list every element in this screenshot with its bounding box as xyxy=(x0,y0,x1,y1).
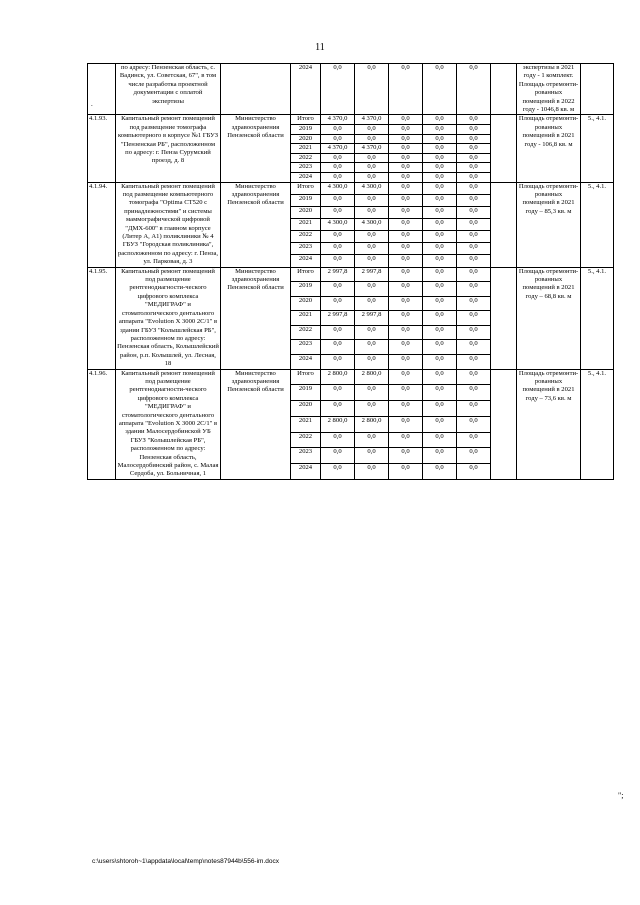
value-other: 0,0 xyxy=(457,267,491,282)
year-cell: 2020 xyxy=(291,296,321,311)
value-local: 0,0 xyxy=(423,173,457,183)
year-cell: Итого xyxy=(291,369,321,385)
value-total: 0,0 xyxy=(321,206,355,218)
ref: 5., 4.1. xyxy=(581,115,614,182)
value-federal: 0,0 xyxy=(389,296,423,311)
value-other: 0,0 xyxy=(457,432,491,448)
value-local: 0,0 xyxy=(423,448,457,464)
closing-quote: "; xyxy=(618,791,624,800)
value-federal: 0,0 xyxy=(389,385,423,401)
year-cell: 2024 xyxy=(291,255,321,267)
year-cell: 2024 xyxy=(291,354,321,369)
value-regional: 0,0 xyxy=(355,173,389,183)
value-total: 0,0 xyxy=(321,173,355,183)
value-other: 0,0 xyxy=(457,64,491,115)
year-cell: 2019 xyxy=(291,194,321,206)
value-federal: 0,0 xyxy=(389,255,423,267)
value-total: 0,0 xyxy=(321,125,355,135)
value-other: 0,0 xyxy=(457,282,491,297)
value-regional: 0,0 xyxy=(355,296,389,311)
value-total: 0,0 xyxy=(321,243,355,255)
indicator: Площадь отремонти-рованных помещений в 2021 году - 106,8 кв. м xyxy=(517,115,581,182)
value-federal: 0,0 xyxy=(389,115,423,125)
ref: 5., 4.1. xyxy=(581,369,614,479)
ref xyxy=(581,64,614,115)
value-other: 0,0 xyxy=(457,464,491,480)
value-federal: 0,0 xyxy=(389,448,423,464)
value-regional: 4 300,0 xyxy=(355,182,389,194)
value-other: 0,0 xyxy=(457,194,491,206)
year-cell: 2022 xyxy=(291,432,321,448)
value-other: 0,0 xyxy=(457,416,491,432)
table-row xyxy=(88,369,614,385)
value-total: 0,0 xyxy=(321,385,355,401)
value-local: 0,0 xyxy=(423,311,457,326)
value-local: 0,0 xyxy=(423,369,457,385)
value-regional: 2 997,8 xyxy=(355,311,389,326)
year-cell: 2022 xyxy=(291,231,321,243)
footer-file-path: c:\users\shtoroh~1\appdata\local\temp\notes87944b\556-im.docx xyxy=(92,858,279,865)
value-regional: 0,0 xyxy=(355,282,389,297)
value-federal: 0,0 xyxy=(389,432,423,448)
value-total: 0,0 xyxy=(321,194,355,206)
value-local: 0,0 xyxy=(423,182,457,194)
value-other: 0,0 xyxy=(457,134,491,144)
row-code: 4.1.96. xyxy=(88,369,116,479)
table-row xyxy=(88,182,614,194)
page-number: 11 xyxy=(315,42,325,53)
value-federal: 0,0 xyxy=(389,311,423,326)
year-cell: 2021 xyxy=(291,144,321,154)
value-regional: 4 300,0 xyxy=(355,219,389,231)
value-federal: 0,0 xyxy=(389,125,423,135)
value-other: 0,0 xyxy=(457,311,491,326)
value-regional: 0,0 xyxy=(355,255,389,267)
value-regional: 0,0 xyxy=(355,432,389,448)
value-regional: 0,0 xyxy=(355,125,389,135)
value-federal: 0,0 xyxy=(389,182,423,194)
value-total: 0,0 xyxy=(321,282,355,297)
value-regional: 2 997,8 xyxy=(355,267,389,282)
value-local: 0,0 xyxy=(423,296,457,311)
value-local: 0,0 xyxy=(423,354,457,369)
executor: Министерство здравоохранения Пензенской области xyxy=(221,182,291,267)
year-cell: 2023 xyxy=(291,243,321,255)
year-cell: 2019 xyxy=(291,385,321,401)
value-federal: 0,0 xyxy=(389,194,423,206)
value-total: 4 300,0 xyxy=(321,219,355,231)
spacer-cell xyxy=(491,115,517,182)
value-local: 0,0 xyxy=(423,464,457,480)
value-regional: 0,0 xyxy=(355,194,389,206)
value-total: 0,0 xyxy=(321,296,355,311)
value-total: 0,0 xyxy=(321,153,355,163)
executor: Министерство здравоохранения Пензенской области xyxy=(221,267,291,369)
year-cell: 2021 xyxy=(291,219,321,231)
value-other: 0,0 xyxy=(457,153,491,163)
value-other: 0,0 xyxy=(457,182,491,194)
value-federal: 0,0 xyxy=(389,369,423,385)
value-local: 0,0 xyxy=(423,194,457,206)
value-regional: 0,0 xyxy=(355,340,389,355)
value-federal: 0,0 xyxy=(389,401,423,417)
value-other: 0,0 xyxy=(457,354,491,369)
value-other: 0,0 xyxy=(457,206,491,218)
value-other: 0,0 xyxy=(457,231,491,243)
value-local: 0,0 xyxy=(423,219,457,231)
value-federal: 0,0 xyxy=(389,206,423,218)
value-total: 0,0 xyxy=(321,464,355,480)
value-regional: 0,0 xyxy=(355,134,389,144)
value-regional: 0,0 xyxy=(355,448,389,464)
value-local: 0,0 xyxy=(423,282,457,297)
object-description: Капитальный ремонт помещений под размещение рентгенодиагности-ческого цифрового комплекса "МЕДИГРАФ" и стоматологического дентального аппарата "Evolution X 3000 2C/1" в здании ГБУЗ "Колышлейская РБ", расположенном по адресу: Пензенская область, Колышлейский район, р.п. Колышлей, ул. Лесная, 18 xyxy=(117,267,219,368)
row-code: 4.1.94. xyxy=(88,182,116,267)
value-federal: 0,0 xyxy=(389,64,423,115)
indicator: экспертизы в 2021 году - 1 комплект. Площадь отремонти-рованных помещений в 2022 году - 1046,8 кв. м xyxy=(517,64,581,115)
program-table xyxy=(87,63,614,480)
value-regional: 0,0 xyxy=(355,354,389,369)
value-regional: 4 370,0 xyxy=(355,115,389,125)
value-other: 0,0 xyxy=(457,448,491,464)
year-cell: 2019 xyxy=(291,282,321,297)
value-regional: 0,0 xyxy=(355,243,389,255)
value-regional: 0,0 xyxy=(355,206,389,218)
year-cell: 2023 xyxy=(291,448,321,464)
value-local: 0,0 xyxy=(423,115,457,125)
value-total: 2 997,8 xyxy=(321,311,355,326)
value-total: 0,0 xyxy=(321,231,355,243)
object-description: Капитальный ремонт помещений под размещение томографа компьютерного в корпусе №1 ГБУЗ "Пензенская РБ", расположенном по адресу: г. Пенза Сурумский проезд, д. 8 xyxy=(116,115,221,182)
value-regional: 0,0 xyxy=(355,163,389,173)
value-other: 0,0 xyxy=(457,173,491,183)
value-other: 0,0 xyxy=(457,255,491,267)
value-other: 0,0 xyxy=(457,125,491,135)
value-other: 0,0 xyxy=(457,296,491,311)
value-regional: 0,0 xyxy=(355,385,389,401)
value-total: 2 800,0 xyxy=(321,416,355,432)
value-regional: 4 370,0 xyxy=(355,144,389,154)
value-other: 0,0 xyxy=(457,144,491,154)
value-total: 0,0 xyxy=(321,432,355,448)
value-federal: 0,0 xyxy=(389,134,423,144)
value-federal: 0,0 xyxy=(389,267,423,282)
table-row xyxy=(88,267,614,282)
value-total: 2 800,0 xyxy=(321,369,355,385)
value-local: 0,0 xyxy=(423,206,457,218)
value-federal: 0,0 xyxy=(389,144,423,154)
value-other: 0,0 xyxy=(457,163,491,173)
value-other: 0,0 xyxy=(457,243,491,255)
value-other: 0,0 xyxy=(457,325,491,340)
value-regional: 0,0 xyxy=(355,325,389,340)
value-local: 0,0 xyxy=(423,153,457,163)
value-total: 0,0 xyxy=(321,163,355,173)
value-total: 2 997,8 xyxy=(321,267,355,282)
value-federal: 0,0 xyxy=(389,219,423,231)
value-local: 0,0 xyxy=(423,385,457,401)
table-body xyxy=(88,64,614,480)
value-federal: 0,0 xyxy=(389,282,423,297)
value-regional: 0,0 xyxy=(355,64,389,115)
value-federal: 0,0 xyxy=(389,163,423,173)
value-total: 0,0 xyxy=(321,325,355,340)
indicator: Площадь отремонти-рованных помещений в 2021 году – 73,6 кв. м xyxy=(517,369,581,479)
value-federal: 0,0 xyxy=(389,243,423,255)
year-cell: 2019 xyxy=(291,125,321,135)
table-row xyxy=(88,115,614,125)
value-local: 0,0 xyxy=(423,416,457,432)
row-code: 4.1.93. xyxy=(88,115,116,182)
value-local: 0,0 xyxy=(423,432,457,448)
value-federal: 0,0 xyxy=(389,153,423,163)
value-other: 0,0 xyxy=(457,369,491,385)
value-local: 0,0 xyxy=(423,144,457,154)
year-cell: 2020 xyxy=(291,401,321,417)
value-federal: 0,0 xyxy=(389,173,423,183)
indicator: Площадь отремонти-рованных помещений в 2021 году – 68,8 кв. м xyxy=(517,267,581,369)
value-federal: 0,0 xyxy=(389,354,423,369)
executor: Министерство здравоохранения Пензенской области xyxy=(221,369,291,479)
value-other: 0,0 xyxy=(457,219,491,231)
value-local: 0,0 xyxy=(423,134,457,144)
value-regional: 0,0 xyxy=(355,401,389,417)
value-local: 0,0 xyxy=(423,163,457,173)
year-cell: 2022 xyxy=(291,153,321,163)
year-cell: 2023 xyxy=(291,340,321,355)
value-local: 0,0 xyxy=(423,267,457,282)
year-cell: 2024 xyxy=(291,173,321,183)
continuation-row xyxy=(88,64,614,115)
value-total: 0,0 xyxy=(321,401,355,417)
year-cell: 2020 xyxy=(291,134,321,144)
spacer-cell xyxy=(491,64,517,115)
object-description: Капитальный ремонт помещений под размещение компьютерного томографа "Optima CT520 с принадлежностями" и системы маммографической цифровой "ДМХ-600" в главном корпусе (Литер А, А1) поликлиники № 4 ГБУЗ "Городская поликлиника", расположенном по адресу: г. Пенза, ул. Парковая, д. 3 xyxy=(116,182,221,267)
year-cell: Итого xyxy=(291,267,321,282)
value-local: 0,0 xyxy=(423,255,457,267)
value-local: 0,0 xyxy=(423,325,457,340)
value-federal: 0,0 xyxy=(389,325,423,340)
object-description: Капитальный ремонт помещений под размещение рентгенодиагности-ческого цифрового комплекса "МЕДИГРАФ" и стоматологического дентального аппарата "Evolution X 3000 2C/1" в здании Малосердобинской УБ ГБУЗ "Колышлейская РБ", расположенном по адресу: Пензенская область, Малосердобинский район, с. Малая Сердоба, ул. Больничная, 1 xyxy=(116,369,221,479)
value-total: 0,0 xyxy=(321,340,355,355)
value-total: 0,0 xyxy=(321,64,355,115)
value-total: 0,0 xyxy=(321,354,355,369)
value-local: 0,0 xyxy=(423,243,457,255)
value-other: 0,0 xyxy=(457,340,491,355)
ref: 5., 4.1. xyxy=(581,267,614,369)
value-local: 0,0 xyxy=(423,64,457,115)
value-local: 0,0 xyxy=(423,231,457,243)
value-total: 0,0 xyxy=(321,448,355,464)
ref: 5., 4.1. xyxy=(581,182,614,267)
value-total: 4 370,0 xyxy=(321,144,355,154)
object-description: по адресу: Пензенская область, с. Вадинск, ул. Советская, 67", в том числе разработка проектной документации с оплатой экспертизы xyxy=(116,64,221,115)
value-local: 0,0 xyxy=(423,401,457,417)
value-local: 0,0 xyxy=(423,340,457,355)
row-code: 4.1.95. xyxy=(88,267,116,369)
year-cell: 2024 xyxy=(291,64,321,115)
value-other: 0,0 xyxy=(457,385,491,401)
spacer-cell xyxy=(491,267,517,369)
value-regional: 2 800,0 xyxy=(355,369,389,385)
value-regional: 0,0 xyxy=(355,153,389,163)
value-federal: 0,0 xyxy=(389,340,423,355)
year-cell: 2021 xyxy=(291,311,321,326)
year-cell: 2023 xyxy=(291,163,321,173)
stray-mark: . xyxy=(91,100,93,108)
year-cell: 2024 xyxy=(291,464,321,480)
year-cell: 2021 xyxy=(291,416,321,432)
value-federal: 0,0 xyxy=(389,416,423,432)
year-cell: Итого xyxy=(291,115,321,125)
year-cell: 2020 xyxy=(291,206,321,218)
value-total: 4 300,0 xyxy=(321,182,355,194)
value-total: 0,0 xyxy=(321,255,355,267)
value-regional: 0,0 xyxy=(355,231,389,243)
value-total: 0,0 xyxy=(321,134,355,144)
value-regional: 0,0 xyxy=(355,464,389,480)
spacer-cell xyxy=(491,182,517,267)
value-federal: 0,0 xyxy=(389,231,423,243)
spacer-cell xyxy=(491,369,517,479)
executor: Министерство здравоохранения Пензенской области xyxy=(221,115,291,182)
value-federal: 0,0 xyxy=(389,464,423,480)
executor xyxy=(221,64,291,115)
value-regional: 2 800,0 xyxy=(355,416,389,432)
value-total: 4 370,0 xyxy=(321,115,355,125)
indicator: Площадь отремонти-рованных помещений в 2021 году – 85,3 кв. м xyxy=(517,182,581,267)
value-other: 0,0 xyxy=(457,115,491,125)
value-other: 0,0 xyxy=(457,401,491,417)
year-cell: 2022 xyxy=(291,325,321,340)
value-local: 0,0 xyxy=(423,125,457,135)
year-cell: Итого xyxy=(291,182,321,194)
